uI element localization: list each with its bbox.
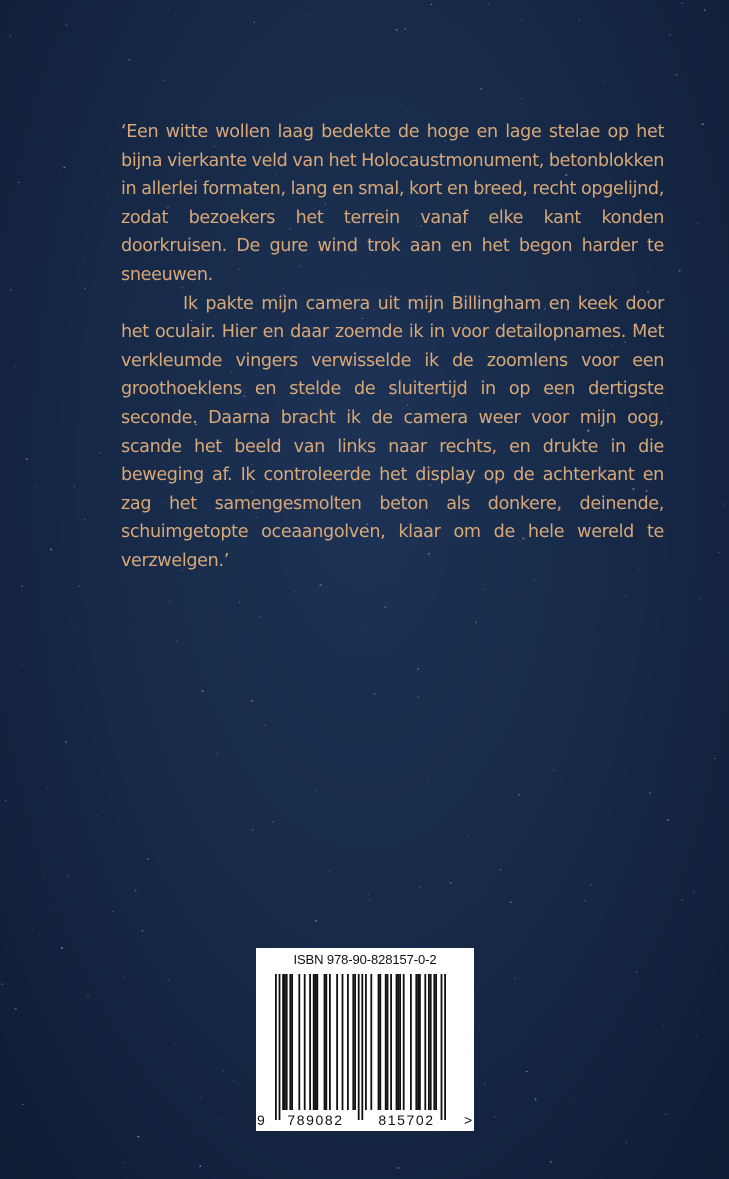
speckle (494, 1116, 495, 1117)
speckle (259, 616, 260, 617)
speckle (133, 61, 134, 62)
speckle (484, 1084, 486, 1085)
speckle (200, 1166, 202, 1168)
speckle (428, 779, 430, 780)
speckle (362, 628, 363, 629)
speckle (85, 496, 86, 497)
barcode-bar (304, 974, 306, 1110)
speckle (665, 1114, 667, 1115)
speckle (223, 1070, 224, 1072)
speckle (23, 263, 25, 264)
barcode-bar (342, 974, 344, 1110)
speckle (202, 690, 204, 691)
speckle (66, 876, 68, 878)
speckle (483, 588, 484, 590)
speckle (233, 1080, 234, 1081)
speckle (420, 886, 421, 887)
speckle (60, 170, 61, 171)
speckle (201, 1097, 202, 1099)
speckle (84, 519, 86, 520)
speckle (217, 753, 218, 754)
speckle (35, 486, 36, 487)
speckle (676, 74, 678, 75)
speckle (174, 1042, 175, 1044)
speckle (417, 668, 419, 670)
speckle (54, 907, 56, 908)
speckle (329, 871, 330, 873)
barcode-bar (415, 974, 417, 1110)
speckle (84, 260, 85, 261)
speckle (493, 112, 494, 113)
speckle (626, 1142, 627, 1144)
speckle (488, 3, 489, 5)
speckle (22, 1104, 24, 1105)
speckle (668, 413, 670, 415)
speckle (252, 700, 254, 702)
speckle (608, 810, 609, 811)
speckle (146, 622, 148, 623)
barcode-bar (336, 974, 338, 1110)
speckle (600, 917, 601, 918)
speckle (369, 899, 370, 901)
speckle (137, 1136, 139, 1137)
speckle (32, 928, 34, 929)
barcode-bar (286, 974, 288, 1110)
speckle (678, 270, 680, 272)
speckle (522, 98, 523, 99)
speckle (681, 900, 683, 901)
barcode-bar (435, 974, 437, 1110)
speckle (42, 915, 43, 916)
speckle (723, 504, 724, 505)
speckle (74, 486, 75, 487)
speckle (591, 885, 593, 886)
speckle (578, 19, 580, 21)
barcode-bar (396, 974, 398, 1110)
speckle (135, 890, 137, 892)
speckle (373, 693, 375, 695)
speckle (591, 630, 593, 631)
speckle (696, 1036, 698, 1037)
barcode-right-digits: 815702 (378, 1112, 435, 1128)
speckle (340, 1168, 341, 1169)
barcode-bar (282, 974, 284, 1110)
barcode-bar (397, 974, 399, 1110)
speckle (78, 585, 79, 587)
barcode-quiet-zone-marker: > (464, 1112, 473, 1128)
speckle (316, 920, 317, 922)
speckle (87, 996, 89, 997)
speckle (550, 1161, 552, 1162)
speckle (397, 1167, 399, 1169)
speckle (215, 1177, 216, 1178)
blurb-paragraph-1: ‘Een witte wollen laag bedekte de hoge en lage stelae op het bijna vierkante veld van het Holocaustmonument, betonblokken in allerlei formaten, lang en smal, kort en breed, recht opgelijnd, zodat bezoekers het terrein vanaf elke kant konden doorkruisen. De gure wind trok aan en het begon harder te sneeuwen. (121, 122, 664, 285)
speckle (560, 782, 561, 783)
speckle (575, 1099, 576, 1100)
speckle (169, 601, 171, 603)
speckle (718, 552, 720, 553)
speckle (272, 821, 273, 823)
speckle (644, 785, 646, 786)
speckle (674, 476, 675, 478)
speckle (521, 19, 523, 20)
speckle (514, 978, 516, 980)
speckle (239, 602, 240, 603)
speckle (526, 1071, 528, 1072)
barcode-bar (399, 974, 401, 1110)
speckle (396, 29, 398, 31)
speckle (265, 725, 267, 726)
speckle (44, 874, 45, 875)
speckle (163, 80, 164, 81)
barcode-bar (387, 974, 389, 1110)
speckle (305, 14, 306, 15)
barcode-bar (275, 974, 277, 1120)
speckle (334, 4, 335, 5)
speckle (368, 894, 369, 895)
speckle (47, 788, 49, 789)
speckle (84, 288, 86, 289)
speckle (594, 724, 595, 726)
speckle (480, 88, 481, 90)
barcode-bar (441, 974, 443, 1120)
speckle (1, 983, 3, 985)
speckle (468, 835, 469, 836)
barcode-bar (352, 974, 354, 1110)
blurb-paragraph-2: Ik pakte mijn camera uit mijn Billingham en keek door het oculair. Hier en daar zoemde ik in voor detailopnames. Met verkleumde vingers verwisselde ik de zoomlens voor een groothoeklens en stelde de sluitertijd in op een dertigste seconde. Daarna bracht ik de camera weer voor mijn oog, scande het beeld van links naar rechts, en drukte in die beweging af. Ik controleerde het display op de achterkant en zag het samengesmolten beton als donkere, deinende, schuimgetopte oceaangolven, klaar om de hele wereld te verzwelgen.’ (121, 293, 664, 571)
speckle (65, 24, 67, 26)
speckle (26, 459, 28, 460)
barcode-bar (444, 974, 446, 1120)
speckle (21, 665, 22, 666)
speckle (218, 1119, 220, 1120)
barcode-bar (365, 974, 367, 1110)
speckle (681, 3, 683, 4)
speckle (50, 549, 52, 551)
speckle (669, 34, 671, 35)
speckle (10, 35, 11, 36)
speckle (100, 305, 101, 306)
barcode-bar (361, 974, 363, 1120)
speckle (712, 1160, 713, 1161)
barcode-bar (390, 974, 392, 1110)
speckle (175, 641, 177, 642)
speckle (313, 826, 314, 828)
speckle (76, 626, 77, 628)
speckle (700, 599, 702, 600)
speckle (698, 566, 699, 567)
speckle (14, 365, 16, 367)
barcode-bar (370, 974, 372, 1110)
speckle (535, 1099, 536, 1101)
speckle (202, 617, 203, 618)
barcode-bar (410, 974, 412, 1110)
speckle (602, 81, 604, 82)
speckle (479, 1030, 480, 1031)
speckle (385, 606, 386, 608)
barcode-bars (256, 948, 474, 1131)
barcode-bar (325, 974, 327, 1110)
barcode-bar (403, 974, 405, 1110)
barcode-bar (289, 974, 291, 1110)
speckle (48, 719, 49, 720)
speckle (620, 34, 621, 36)
speckle (702, 124, 704, 125)
barcode-bar (347, 974, 349, 1110)
speckle (715, 611, 716, 612)
barcode-bar (316, 974, 318, 1110)
speckle (348, 774, 349, 775)
speckle (624, 596, 626, 597)
speckle (108, 197, 109, 198)
speckle (123, 977, 125, 978)
speckle (204, 576, 206, 577)
barcode-bar (378, 974, 380, 1110)
speckle (14, 1008, 16, 1009)
barcode-bar (417, 974, 419, 1110)
barcode-bar (430, 974, 432, 1110)
speckle (500, 869, 501, 870)
speckle (96, 816, 98, 817)
speckle (87, 224, 88, 225)
isbn-label: ISBN 978-90-828157-0-2 (293, 952, 437, 967)
barcode-bar (309, 974, 311, 1110)
isbn-barcode (256, 948, 474, 1131)
speckle (254, 22, 255, 24)
speckle (21, 586, 23, 587)
speckle (112, 601, 113, 602)
speckle (544, 1024, 545, 1025)
speckle (693, 892, 694, 893)
speckle (553, 770, 555, 771)
barcode-bar (354, 974, 356, 1110)
barcode-first-digit: 9 (257, 1112, 265, 1128)
speckle (277, 107, 278, 108)
speckle (168, 979, 170, 981)
barcode-bar (358, 974, 360, 1120)
speckle (400, 105, 402, 106)
speckle (198, 1133, 199, 1134)
speckle (294, 591, 296, 593)
speckle (518, 795, 520, 796)
speckle (418, 696, 419, 698)
speckle (649, 792, 650, 793)
speckle (714, 758, 716, 759)
speckle (64, 167, 66, 168)
speckle (584, 900, 586, 901)
speckle (5, 800, 6, 801)
speckle (119, 207, 120, 208)
speckle (534, 580, 535, 581)
speckle (697, 223, 698, 224)
speckle (667, 819, 669, 821)
speckle (320, 585, 322, 586)
barcode-left-digits: 789082 (287, 1112, 344, 1128)
speckle (142, 930, 144, 931)
speckle (663, 1025, 664, 1027)
speckle (475, 622, 477, 624)
speckle (701, 530, 702, 531)
speckle (612, 35, 613, 36)
speckle (404, 28, 406, 29)
speckle (168, 9, 169, 10)
speckle (105, 617, 106, 618)
speckle (646, 56, 648, 57)
barcode-bar (428, 974, 430, 1110)
speckle (124, 1162, 126, 1163)
speckle (392, 647, 393, 648)
blurb-text (121, 118, 664, 576)
speckle (602, 876, 603, 877)
speckle (18, 182, 20, 183)
speckle (315, 791, 316, 792)
speckle (65, 741, 67, 743)
speckle (704, 9, 706, 11)
speckle (614, 1173, 615, 1174)
speckle (529, 832, 530, 834)
barcode-bar (284, 974, 286, 1110)
speckle (252, 830, 254, 831)
speckle (636, 971, 637, 973)
barcode-bar (329, 974, 331, 1110)
speckle (341, 914, 343, 915)
speckle (564, 779, 566, 780)
speckle (450, 882, 452, 883)
barcode-bar (433, 974, 435, 1110)
speckle (431, 4, 432, 5)
speckle (510, 902, 512, 903)
barcode-bar (424, 974, 426, 1110)
speckle (10, 289, 12, 290)
speckle (129, 59, 131, 60)
barcode-bar (379, 974, 381, 1110)
speckle (147, 858, 149, 859)
speckle (25, 634, 26, 635)
speckle (709, 654, 710, 655)
speckle (61, 947, 63, 949)
barcode-bar (324, 974, 326, 1110)
speckle (225, 905, 226, 907)
speckle (484, 593, 485, 594)
speckle (91, 18, 93, 19)
speckle (125, 908, 126, 909)
barcode-bar (315, 974, 317, 1110)
barcode-bar (298, 974, 300, 1110)
barcode-bar (291, 974, 293, 1110)
barcode-bar (279, 974, 281, 1120)
speckle (112, 911, 114, 912)
speckle (629, 672, 631, 673)
speckle (99, 452, 101, 454)
speckle (98, 854, 99, 855)
barcode-bar (419, 974, 421, 1110)
barcode-bar (313, 974, 315, 1110)
barcode-bar (385, 974, 387, 1110)
